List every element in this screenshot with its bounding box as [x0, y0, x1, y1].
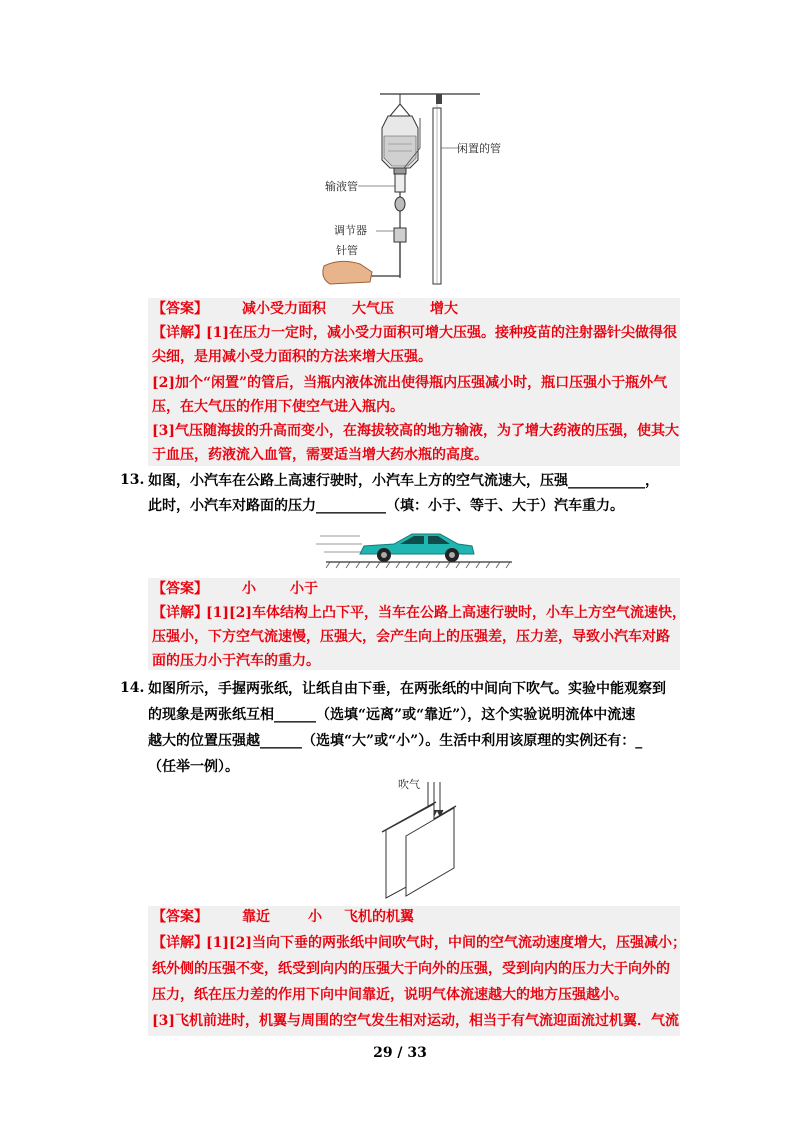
detail-line: 压强小，下方空气流速慢，压强大，会产生向上的压强差，压力差，导致小汽车对路	[152, 629, 670, 645]
question-text: 如图所示，手握两张纸，让纸自由下垂，在两张纸的中间向下吹气。实验中能观察到	[148, 681, 666, 697]
label-regulator: 调节器	[334, 224, 367, 237]
answer-item: 靠近	[242, 909, 270, 925]
label-needle: 针管	[336, 244, 358, 257]
detail-label: 【详解】	[152, 935, 208, 951]
question-text: 如图，小汽车在公路上高速行驶时，小汽车上方的空气流速大，压强___________，	[148, 473, 659, 489]
detail-line: 纸外侧的压强不变，纸受到向内的压强大于向外的压强，受到向内的压力大于向外的	[152, 961, 670, 977]
detail-line: 压力，纸在压力差的作用下向中间靠近，说明气体流速越大的地方压强越小。	[152, 987, 628, 1003]
detail-line: [3]飞机前进时，机翼与周围的空气发生相对运动，相当于有气流迎面流过机翼．气流	[152, 1013, 679, 1029]
question-text: 的现象是两张纸互相______（选填“远离”或“靠近”），这个实验说明流体中流速	[148, 707, 636, 723]
label-infusion-tube: 输液管	[325, 180, 358, 193]
answer-item: 飞机的机翼	[344, 909, 414, 925]
question-text: 越大的位置压强越______（选填“大”或“小”）。生活中利用该原理的实例还有：_	[148, 733, 643, 749]
detail-line: 压，在大气压的作用下使空气进入瓶内。	[152, 399, 404, 415]
question-text: 此时，小汽车对路面的压力__________（填：小于、等于、大于）汽车重力。	[148, 498, 624, 514]
detail-line: [3]气压随海拔的升高而变小，在海拔较高的地方输液，为了增大药液的压强，使其大	[152, 423, 679, 439]
detail-line: 面的压力小于汽车的重力。	[152, 653, 320, 669]
detail-line: [2]加个“闲置”的管后，当瓶内液体流出使得瓶内压强减小时，瓶口压强小于瓶外气	[152, 375, 668, 391]
question-text: （任举一例）。	[148, 759, 239, 775]
page-number: 29 / 33	[373, 1045, 427, 1061]
detail-line: 于血压，药液流入血管，需要适当增大药水瓶的高度。	[152, 447, 488, 463]
detail-label: 【详解】	[152, 605, 208, 621]
label-blow: 吹气	[398, 778, 420, 791]
answer-box-14	[148, 906, 686, 1036]
detail-label: 【详解】	[152, 325, 208, 341]
answer-item: 大气压	[352, 301, 394, 317]
answer-item: 小于	[290, 581, 318, 597]
detail-line: [1][2]车体结构上凸下平，当车在公路上高速行驶时，小车上方空气流速快，	[206, 605, 686, 621]
answer-box-13	[148, 578, 686, 670]
question-number: 14.	[120, 680, 145, 696]
answer-label: 【答案】	[152, 581, 208, 597]
answer-item: 小	[242, 581, 256, 597]
label-idle-tube: 闲置的管	[457, 142, 501, 155]
answer-label: 【答案】	[152, 301, 208, 317]
car-figure	[316, 524, 516, 570]
answer-box-12	[148, 298, 680, 466]
detail-line: 尖细，是用减小受力面积的方法来增大压强。	[152, 349, 432, 365]
answer-item: 减小受力面积	[242, 301, 326, 317]
answer-label: 【答案】	[152, 909, 208, 925]
detail-line: [1]在压力一定时，减小受力面积可增大压强。接种疫苗的注射器针尖做得很	[206, 325, 677, 341]
question-number: 13.	[120, 472, 145, 488]
answer-item: 增大	[430, 301, 458, 317]
iv-drip-figure	[310, 88, 540, 293]
detail-line: [1][2]当向下垂的两张纸中间吹气时，中间的空气流动速度增大，压强减小；	[206, 935, 686, 951]
answer-item: 小	[308, 909, 322, 925]
paper-blow-figure	[362, 776, 472, 902]
